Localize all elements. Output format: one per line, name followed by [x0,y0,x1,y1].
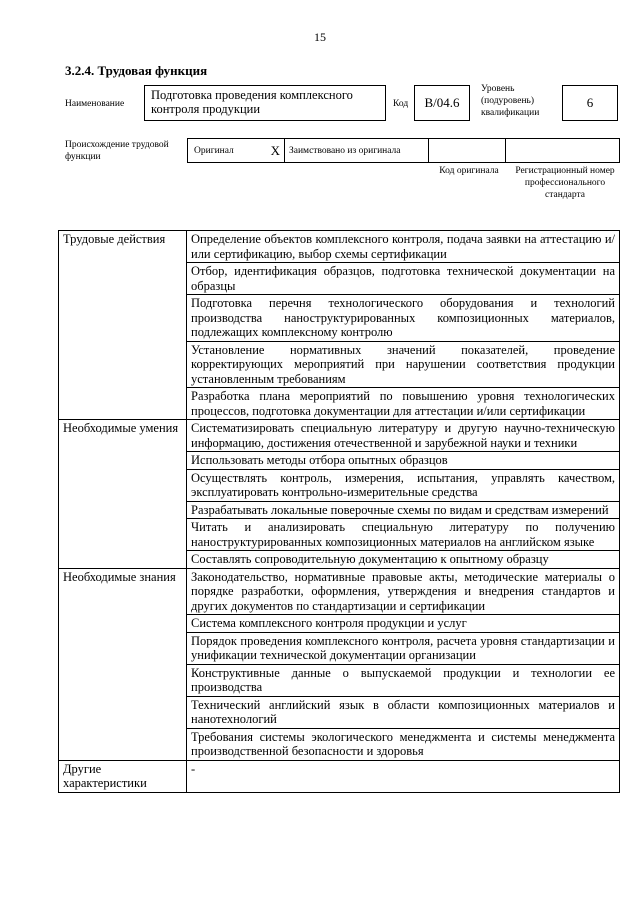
table-row [59,231,620,263]
function-code: B/04.6 [414,85,470,121]
origin-original-cell [188,139,285,162]
origin-borrowed-cell [285,139,429,162]
function-details-table [58,230,620,793]
section-item: Читать и анализировать специальную литературу по получению наноструктурированных композиционных материалов на английском языке [187,519,620,551]
section-item: Технический английский язык в области композиционных материалов и нанотехнологий [187,696,620,728]
section-item: - [187,760,620,792]
reg-number-label: Регистрационный номер профессионального стандарта [515,166,615,200]
function-name: Подготовка проведения комплексного контроля продукции [144,85,386,121]
name-label: Наименование [65,99,125,109]
qualification-level: 6 [562,85,618,121]
section-category: Необходимые умения [59,420,187,569]
section-item: Отбор, идентификация образцов, подготовка технической документации на образцы [187,263,620,295]
section-item: Использовать методы отбора опытных образцов [187,452,620,470]
table-row [59,760,620,792]
section-item: Систематизировать специальную литературу и другую научно-техническую информацию, достижения отечественной и зарубежной науки и техники [187,420,620,452]
section-item: Разработка плана мероприятий по повышению уровня технологических процессов, подготовка документации для аттестации и/или сертификации [187,388,620,420]
level-label: Уровень (подуровень) квалификации [481,84,540,118]
origin-table [187,138,620,163]
section-item: Подготовка перечня технологического оборудования и технологий производства наноструктурированных композиционных материалов, подлежащих комплексному контролю [187,295,620,342]
origin-code-cell [429,139,506,162]
section-item: Разрабатывать локальные поверочные схемы по видам и средствам измерений [187,501,620,519]
section-item: Порядок проведения комплексного контроля, расчета уровня стандартизации и унификации технической документации организации [187,632,620,664]
table-row [59,420,620,452]
original-label: Оригинал [194,145,234,156]
original-mark: X [270,142,280,158]
section-item: Установление нормативных значений показателей, проведение корректирующих мероприятий при нарушении соответствия продукции установленным требованиям [187,341,620,388]
section-item: Составлять сопроводительную документацию к опытному образцу [187,551,620,569]
page-number: 15 [314,30,326,44]
section-title: 3.2.4. Трудовая функция [65,63,208,78]
code-label: Код [393,99,409,109]
section-item: Система комплексного контроля продукции и услуг [187,615,620,633]
section-category: Трудовые действия [59,231,187,420]
section-item: Законодательство, нормативные правовые акты, методические материалы о порядке разработки, оформления, утверждения и внедрения стандартов и других документов по стандартизации и сертификации [187,568,620,615]
section-item: Определение объектов комплексного контроля, подача заявки на аттестацию и/или сертификацию, выбор схемы сертификации [187,231,620,263]
code-original-label: Код оригинала [439,166,499,176]
section-item: Конструктивные данные о выпускаемой продукции и технологии ее производства [187,664,620,696]
origin-label: Происхождение трудовой функции [65,140,169,162]
origin-reg-cell [506,139,619,162]
section-category: Другие характеристики [59,760,187,792]
table-row [59,568,620,615]
borrowed-label: Заимствовано из оригинала [289,145,401,156]
section-category: Необходимые знания [59,568,187,760]
section-item: Требования системы экологического менеджмента и системы менеджмента производственной безопасности и здоровья [187,728,620,760]
section-item: Осуществлять контроль, измерения, испытания, управлять качеством, эксплуатировать контрольно-измерительные средства [187,469,620,501]
